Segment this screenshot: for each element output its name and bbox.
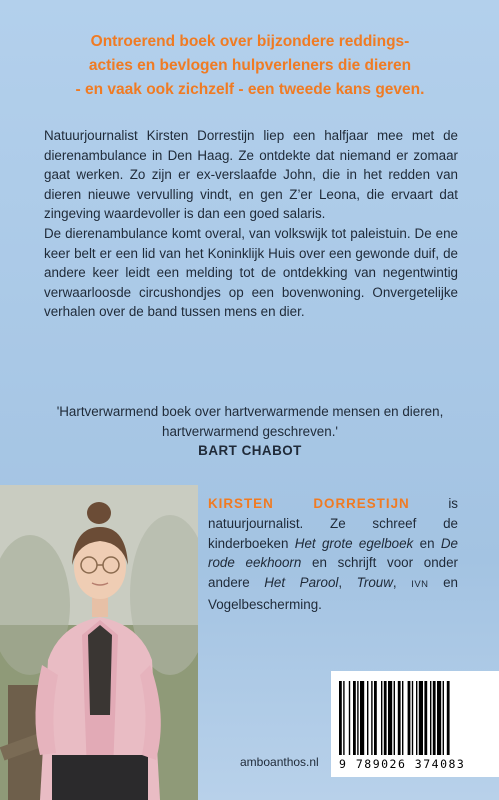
author-photo-illustration bbox=[0, 485, 198, 800]
barcode-bar bbox=[402, 681, 403, 755]
book-title-2: De rode eekhoorn bbox=[208, 535, 459, 571]
barcode-bar bbox=[343, 681, 344, 755]
review-quote bbox=[40, 402, 460, 461]
book-title-1: Het grote egelboek bbox=[294, 535, 414, 551]
publication-2: Trouw bbox=[356, 575, 393, 591]
barcode-bar bbox=[349, 681, 350, 755]
isbn-number: 9 789026 374083 bbox=[339, 757, 466, 771]
author-name: KIRSTEN DORRESTIJN bbox=[208, 496, 410, 511]
bio-text-2: en bbox=[413, 535, 441, 551]
barcode-bar bbox=[408, 681, 411, 755]
quote-author: BART CHABOT bbox=[198, 443, 302, 459]
bio-text-3: en schrijft voor onder andere bbox=[208, 555, 459, 591]
blurb-paragraph-1: Natuurjournalist Kirsten Dorrestijn liep een halfjaar mee met de dierenambulance in Den Haag. Ze ontdekte dat niemand er zomaar gaat werken. Zo zijn er ex-verslaafde John, die in het redden van dieren nieuwe vervulling vindt, en gen Z’er Leona, die ervaart dat zingeving waardevoller is dan een goed salaris. bbox=[44, 128, 458, 222]
barcode-bar bbox=[447, 681, 450, 755]
barcode-bars bbox=[339, 681, 499, 755]
barcode-bar bbox=[443, 681, 444, 755]
author-bio bbox=[208, 494, 458, 615]
barcode-bar bbox=[424, 681, 427, 755]
publication-1: Het Parool bbox=[264, 575, 339, 591]
barcode-bar bbox=[384, 681, 387, 755]
barcode-bar bbox=[398, 681, 401, 755]
barcode-bar bbox=[419, 681, 423, 755]
barcode-bar bbox=[430, 681, 431, 755]
author-photo bbox=[0, 485, 198, 800]
bio-text-1: is natuurjournalist. Ze schreef de kinderboeken bbox=[208, 496, 458, 551]
barcode-bar bbox=[360, 681, 364, 755]
barcode-bar bbox=[437, 681, 441, 755]
blurb-paragraph-2: De dierenambulance komt overal, van volkswijk tot paleistuin. De ene keer belt er een lid van het Koninklijk Huis over een gewonde duif, de andere keer leidt een melding tot de ontdekking van negentwintig verwaarloosde circushondjes op een bovenwoning. Onvergetelijke verhalen over de band tussen mens en dier. bbox=[44, 225, 458, 320]
barcode-bar bbox=[371, 681, 372, 755]
bio-text-6: en Vogelbescherming. bbox=[208, 575, 458, 612]
barcode-bar bbox=[357, 681, 358, 755]
barcode-bar bbox=[339, 681, 342, 755]
publisher-url: amboanthos.nl bbox=[240, 755, 319, 769]
bio-text-5: , bbox=[392, 575, 412, 591]
quote-text: 'Hartverwarmend boek over hartverwarmende mensen en dieren, hartverwarmend geschreven.' bbox=[56, 404, 444, 439]
barcode-bar bbox=[412, 681, 413, 755]
barcode-bar bbox=[416, 681, 417, 755]
barcode-bar bbox=[367, 681, 368, 755]
barcode-bar bbox=[353, 681, 356, 755]
barcode-bar bbox=[381, 681, 382, 755]
publication-3: IVN bbox=[411, 579, 429, 591]
barcode-bar bbox=[394, 681, 395, 755]
barcode-bar bbox=[388, 681, 392, 755]
bio-text-4: , bbox=[338, 575, 357, 591]
isbn-barcode bbox=[331, 671, 499, 777]
blurb bbox=[44, 126, 458, 322]
barcode-bar bbox=[433, 681, 436, 755]
headline: Ontroerend boek over bijzondere reddings- acties en bevlogen hulpverleners die dieren - en vaak ook zichzelf - een tweede kans geven. bbox=[75, 33, 425, 98]
barcode-bar bbox=[374, 681, 377, 755]
